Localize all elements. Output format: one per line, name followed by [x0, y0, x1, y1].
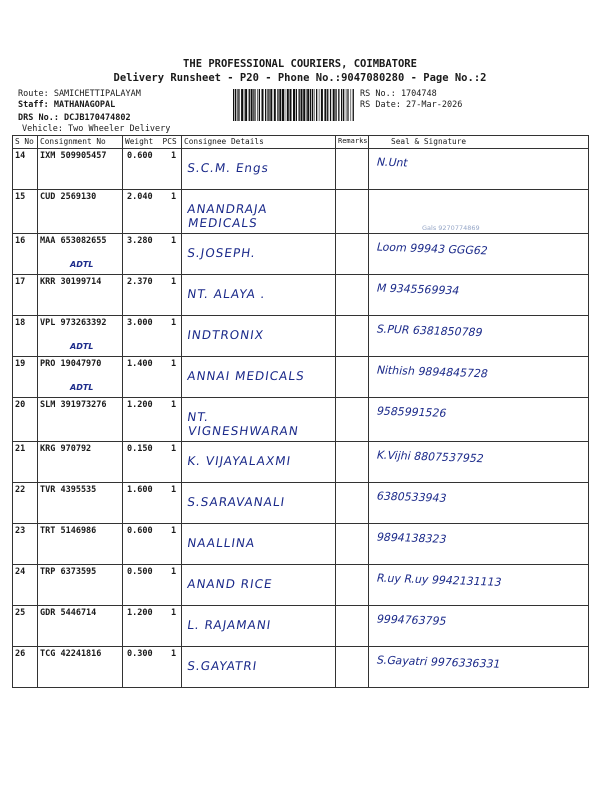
- consignment-number: SLM 391973276: [40, 400, 107, 410]
- consignment-number: KRG 970792: [40, 444, 92, 454]
- handwritten-note: ADTL: [70, 260, 94, 269]
- row-sno: 17: [13, 275, 38, 316]
- consignment-number: TRP 6373595: [40, 567, 97, 577]
- barcode-bar: [253, 89, 254, 121]
- row-seal-signature: [369, 483, 589, 524]
- barcode-bar: [348, 89, 349, 121]
- table-row: [13, 398, 589, 442]
- row-consignee-details: [182, 149, 336, 190]
- row-pcs: 1: [171, 649, 177, 659]
- rs-date: RS Date: 27-Mar-2026: [360, 100, 463, 110]
- row-weight: 0.300: [127, 649, 153, 659]
- row-weight: 3.280: [127, 236, 153, 246]
- staff-label: Staff: MATHANAGOPAL: [18, 100, 116, 110]
- row-consignment-no: [38, 606, 123, 647]
- handwritten-note: [40, 454, 120, 468]
- row-seal-signature: [369, 565, 589, 606]
- handwritten-note: [40, 410, 120, 424]
- barcode-image: [232, 89, 356, 121]
- row-consignment-no: [38, 149, 123, 190]
- row-sno: 16: [13, 234, 38, 275]
- barcode-bar: [321, 89, 323, 121]
- row-consignee-details: [182, 234, 336, 275]
- row-weight-pcs: [123, 606, 182, 647]
- row-pcs: 1: [171, 608, 177, 618]
- row-weight: 2.370: [127, 277, 153, 287]
- handwritten-consignee: NT.: [186, 410, 210, 424]
- row-weight: 1.200: [127, 400, 153, 410]
- barcode-bar: [341, 89, 342, 121]
- row-weight: 0.600: [127, 526, 153, 536]
- table-row: [13, 483, 589, 524]
- barcode-bar: [346, 89, 347, 121]
- row-remarks: [336, 234, 369, 275]
- barcode-bar: [338, 89, 339, 121]
- handwritten-note: [40, 536, 120, 550]
- row-pcs: 1: [171, 444, 177, 454]
- col-header-seal-signature: Seal & Signature: [369, 136, 589, 149]
- row-weight-pcs: [123, 524, 182, 565]
- barcode-bar: [307, 89, 309, 121]
- barcode-bar: [316, 89, 317, 121]
- row-weight-pcs: [123, 275, 182, 316]
- row-weight-pcs: [123, 483, 182, 524]
- row-weight: 0.600: [127, 151, 153, 161]
- handwritten-signature: K.Vijhi 8807537952: [375, 448, 486, 466]
- row-seal-signature: [369, 647, 589, 688]
- table-row: [13, 234, 589, 275]
- handwritten-note: ADTL: [70, 383, 94, 392]
- barcode-bar: [327, 89, 328, 121]
- handwritten-signature: S.PUR 6381850789: [375, 322, 484, 340]
- row-seal-signature: [369, 149, 589, 190]
- table-row: [13, 275, 589, 316]
- row-sno: 19: [13, 357, 38, 398]
- barcode-bar: [299, 89, 300, 121]
- consignment-number: TVR 4395535: [40, 485, 97, 495]
- row-sno: 26: [13, 647, 38, 688]
- row-seal-signature: [369, 524, 589, 565]
- barcode-bar: [282, 89, 284, 121]
- barcode-bar: [301, 89, 303, 121]
- handwritten-consignee: L. RAJAMANI: [186, 618, 273, 632]
- barcode-bar: [312, 89, 313, 121]
- row-weight-pcs: [123, 398, 182, 442]
- row-seal-signature: [369, 275, 589, 316]
- table-row: [13, 647, 589, 688]
- barcode-bar: [324, 89, 326, 121]
- handwritten-signature: Loom 99943 GGG62: [375, 240, 490, 258]
- barcode-bar: [268, 89, 269, 121]
- barcode-bar: [244, 89, 245, 121]
- consignment-number: MAA 653082655: [40, 236, 107, 246]
- col-header-sno: S No: [13, 136, 38, 149]
- row-sno: 21: [13, 442, 38, 483]
- row-seal-signature: [369, 316, 589, 357]
- row-weight-pcs: [123, 442, 182, 483]
- row-consignee-details: [182, 357, 336, 398]
- consignment-number: GDR 5446714: [40, 608, 97, 618]
- consignment-number: PRO 19047970: [40, 359, 102, 369]
- handwritten-signature: 9894138323: [375, 530, 448, 546]
- row-weight-pcs: [123, 316, 182, 357]
- row-consignment-no: [38, 275, 123, 316]
- barcode-bar: [314, 89, 315, 121]
- row-remarks: [336, 483, 369, 524]
- row-weight: 1.600: [127, 485, 153, 495]
- handwritten-consignee-line2: VIGNESHWARAN: [187, 424, 300, 438]
- row-remarks: [336, 565, 369, 606]
- handwritten-consignee: ANNAI MEDICALS: [186, 369, 306, 383]
- consignment-number: VPL 973263392: [40, 318, 107, 328]
- company-title: THE PROFESSIONAL COURIERS, COIMBATORE: [183, 58, 417, 70]
- row-consignee-details: [182, 398, 336, 442]
- row-weight-pcs: [123, 357, 182, 398]
- barcode-bar: [279, 89, 281, 121]
- row-pcs: 1: [171, 400, 177, 410]
- row-consignee-details: [182, 565, 336, 606]
- table-row: [13, 565, 589, 606]
- barcode-bar: [267, 89, 268, 121]
- barcode-bar: [249, 89, 250, 121]
- handwritten-signature: 6380533943: [375, 489, 448, 505]
- row-weight: 1.200: [127, 608, 153, 618]
- row-consignment-no: [38, 316, 123, 357]
- handwritten-note: [40, 161, 120, 175]
- table-row: [13, 190, 589, 234]
- barcode-bar: [238, 89, 239, 121]
- row-consignee-details: [182, 647, 336, 688]
- barcode-bar: [306, 89, 307, 121]
- handwritten-consignee: K. VIJAYALAXMI: [186, 454, 293, 468]
- barcode-bar: [274, 89, 276, 121]
- row-seal-signature: [369, 442, 589, 483]
- handwritten-signature: N.Unt: [375, 155, 410, 170]
- barcode-bar: [351, 89, 352, 121]
- barcode-bar: [293, 89, 295, 121]
- handwritten-consignee: ANAND RICE: [186, 577, 274, 591]
- table-row: [13, 442, 589, 483]
- row-remarks: [336, 275, 369, 316]
- handwritten-signature: [371, 188, 586, 203]
- row-sno: 15: [13, 190, 38, 234]
- route-label: Route: SAMICHETTIPALAYAM: [18, 89, 141, 99]
- handwritten-signature: M 9345569934: [375, 281, 461, 298]
- row-pcs: 1: [171, 236, 177, 246]
- stamp-mark: Gals 9270774869: [422, 224, 480, 232]
- barcode-bar: [343, 89, 344, 121]
- barcode-bar: [296, 89, 297, 121]
- row-pcs: 1: [171, 526, 177, 536]
- consignment-number: TRT 5146986: [40, 526, 97, 536]
- row-remarks: [336, 606, 369, 647]
- row-consignment-no: [38, 357, 123, 398]
- runsheet-table: [12, 135, 589, 688]
- handwritten-consignee: NT. ALAYA .: [186, 287, 267, 301]
- row-weight-pcs: [123, 647, 182, 688]
- row-weight-pcs: [123, 234, 182, 275]
- row-remarks: [336, 524, 369, 565]
- row-pcs: 1: [171, 485, 177, 495]
- handwritten-consignee: S.JOSEPH.: [186, 246, 257, 260]
- row-weight: 2.040: [127, 192, 153, 202]
- barcode-bar: [245, 89, 247, 121]
- row-pcs: 1: [171, 277, 177, 287]
- handwritten-consignee-line2: MEDICALS: [187, 216, 259, 230]
- barcode-bar: [353, 89, 354, 121]
- barcode-bar: [277, 89, 278, 121]
- row-seal-signature: [369, 357, 589, 398]
- handwritten-consignee: S.SARAVANALI: [186, 495, 287, 509]
- col-header-remarks: Remarks: [336, 136, 369, 149]
- row-weight: 1.400: [127, 359, 153, 369]
- handwritten-note: [40, 618, 120, 632]
- handwritten-signature: R.uy R.uy 9942131113: [375, 571, 503, 589]
- handwritten-signature: 9994763795: [375, 612, 448, 628]
- handwritten-consignee: S.C.M. Engs: [186, 161, 270, 175]
- table-row: [13, 149, 589, 190]
- table-row: [13, 524, 589, 565]
- row-weight: 0.500: [127, 567, 153, 577]
- row-pcs: 1: [171, 318, 177, 328]
- barcode-bar: [237, 89, 238, 121]
- row-remarks: [336, 190, 369, 234]
- rs-number: RS No.: 1704748: [360, 89, 437, 99]
- table-row: [13, 316, 589, 357]
- row-consignee-details: [182, 316, 336, 357]
- row-consignee-details: [182, 524, 336, 565]
- barcode-bar: [319, 89, 320, 121]
- barcode-bar: [287, 89, 289, 121]
- row-sno: 25: [13, 606, 38, 647]
- row-weight: 3.000: [127, 318, 153, 328]
- handwritten-consignee: INDTRONIX: [186, 328, 265, 342]
- col-header-consignment: Consignment No: [38, 136, 123, 149]
- row-consignee-details: [182, 275, 336, 316]
- consignment-number: IXM 509905457: [40, 151, 107, 161]
- handwritten-note: [40, 659, 120, 673]
- row-consignment-no: [38, 483, 123, 524]
- handwritten-consignee: ANANDRAJA: [186, 202, 269, 216]
- table-row: [13, 606, 589, 647]
- handwritten-note: [40, 202, 120, 216]
- barcode-bar: [262, 89, 264, 121]
- row-seal-signature: [369, 606, 589, 647]
- row-seal-signature: [369, 398, 589, 442]
- row-consignee-details: [182, 442, 336, 483]
- row-pcs: 1: [171, 567, 177, 577]
- row-pcs: 1: [171, 192, 177, 202]
- handwritten-signature: 9585991526: [375, 404, 448, 420]
- row-seal-signature: [369, 234, 589, 275]
- col-header-consignee: Consignee Details: [182, 136, 336, 149]
- barcode-bar: [330, 89, 331, 121]
- row-pcs: 1: [171, 151, 177, 161]
- row-remarks: [336, 442, 369, 483]
- row-consignment-no: [38, 565, 123, 606]
- handwritten-signature: Nithish 9894845728: [375, 363, 490, 381]
- row-consignment-no: [38, 398, 123, 442]
- row-consignee-details: [182, 606, 336, 647]
- consignment-number: CUD 2569130: [40, 192, 97, 202]
- handwritten-note: [40, 287, 120, 301]
- row-remarks: [336, 149, 369, 190]
- row-weight-pcs: [123, 190, 182, 234]
- barcode-bar: [285, 89, 286, 121]
- handwritten-consignee: NAALLINA: [186, 536, 257, 550]
- handwritten-signature: S.Gayatri 9976336331: [375, 653, 502, 671]
- consignment-number: KRR 30199714: [40, 277, 102, 287]
- table-header-row: [13, 136, 589, 149]
- consignment-number: TCG 42241816: [40, 649, 102, 659]
- barcode-bar: [290, 89, 292, 121]
- handwritten-note: ADTL: [70, 342, 94, 351]
- row-consignment-no: [38, 190, 123, 234]
- barcode-bar: [259, 89, 260, 121]
- row-consignment-no: [38, 442, 123, 483]
- barcode-bar: [333, 89, 335, 121]
- barcode-bar: [235, 89, 236, 121]
- barcode-bar: [251, 89, 253, 121]
- row-sno: 22: [13, 483, 38, 524]
- row-remarks: [336, 316, 369, 357]
- barcode-bar: [347, 89, 348, 121]
- row-sno: 24: [13, 565, 38, 606]
- row-weight-pcs: [123, 149, 182, 190]
- col-header-weight-pcs: Weight PCS: [123, 136, 182, 149]
- row-consignee-details: [182, 483, 336, 524]
- barcode-bar: [335, 89, 336, 121]
- row-sno: 23: [13, 524, 38, 565]
- row-remarks: [336, 357, 369, 398]
- barcode-bar: [241, 89, 243, 121]
- row-consignee-details: [182, 190, 336, 234]
- row-remarks: [336, 398, 369, 442]
- handwritten-consignee: S.GAYATRI: [186, 659, 259, 673]
- barcode-bar: [233, 89, 234, 121]
- barcode-bar: [265, 89, 266, 121]
- row-weight-pcs: [123, 565, 182, 606]
- handwritten-note: [40, 495, 120, 509]
- barcode-bar: [310, 89, 311, 121]
- drs-number: DRS No.: DCJB170474802: [18, 113, 131, 123]
- barcode-bar: [255, 89, 256, 121]
- barcode-bar: [270, 89, 272, 121]
- row-consignment-no: [38, 647, 123, 688]
- row-consignment-no: [38, 524, 123, 565]
- row-sno: 18: [13, 316, 38, 357]
- row-remarks: [336, 647, 369, 688]
- table-row: [13, 357, 589, 398]
- row-consignment-no: [38, 234, 123, 275]
- barcode-bar: [257, 89, 258, 121]
- handwritten-note: [40, 577, 120, 591]
- row-weight: 0.150: [127, 444, 153, 454]
- row-sno: 14: [13, 149, 38, 190]
- barcode-bar: [303, 89, 305, 121]
- runsheet-subtitle: Delivery Runsheet - P20 - Phone No.:9047080280 - Page No.:2: [113, 72, 487, 84]
- row-pcs: 1: [171, 359, 177, 369]
- vehicle-label: Vehicle: Two Wheeler Delivery: [22, 124, 171, 134]
- row-sno: 20: [13, 398, 38, 442]
